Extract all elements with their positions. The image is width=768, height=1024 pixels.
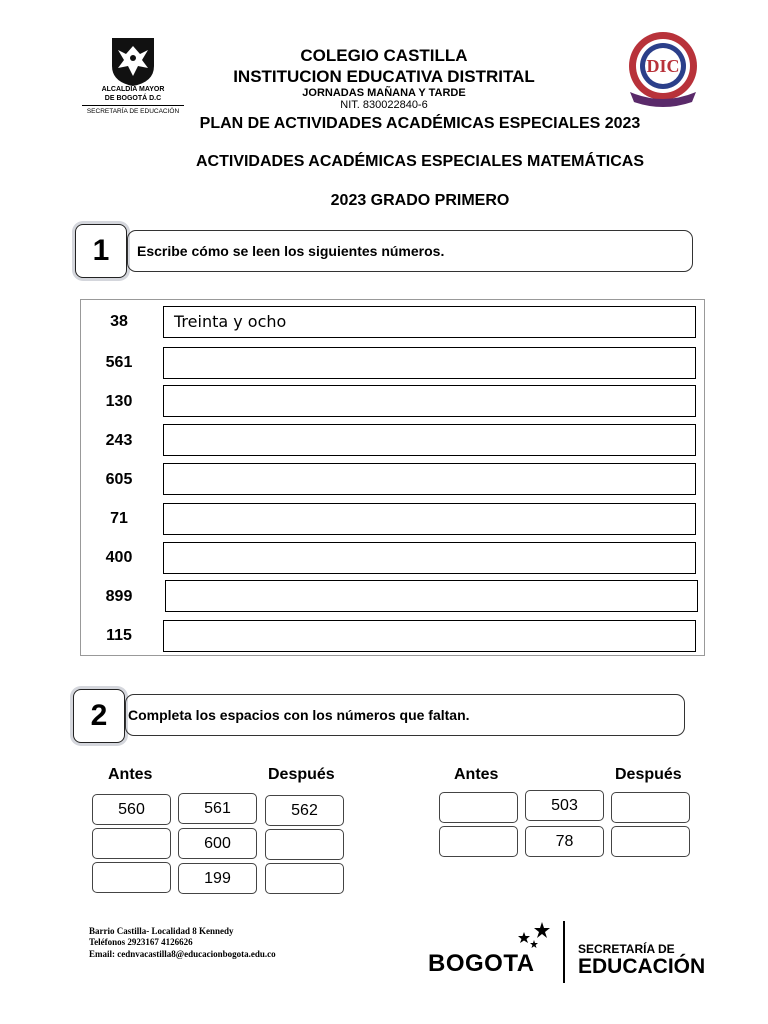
row-number: 115 xyxy=(106,627,132,644)
section-1-number: 1 xyxy=(75,224,127,278)
secretaria-line-1: SECRETARÍA DE xyxy=(578,942,675,956)
row-number: 400 xyxy=(105,549,133,566)
grade-title: 2023 GRADO PRIMERO xyxy=(330,192,510,209)
logo-divider xyxy=(563,921,565,983)
after-label: Después xyxy=(615,766,682,783)
footer-email: Email: cednvacastilla8@educacionbogota.edu.co xyxy=(89,949,276,959)
number-cell[interactable] xyxy=(265,863,344,894)
number-cell[interactable]: 561 xyxy=(178,793,257,824)
bogota-logo xyxy=(428,920,558,980)
answer-field[interactable] xyxy=(163,620,696,652)
number-cell[interactable] xyxy=(92,828,171,859)
row-number: 130 xyxy=(105,393,133,410)
number-cell[interactable]: 199 xyxy=(178,863,257,894)
left-logo-text-1: ALCALDÍA MAYOR xyxy=(101,86,165,93)
institution-name: INSTITUCION EDUCATIVA DISTRITAL xyxy=(233,67,535,86)
section-2-number: 2 xyxy=(73,689,125,743)
number-cell[interactable] xyxy=(611,792,690,823)
section-1-instruction xyxy=(127,230,693,272)
number-cell[interactable] xyxy=(439,792,518,823)
number-cell[interactable] xyxy=(92,862,171,893)
row-number: 71 xyxy=(110,510,128,527)
row-number: 561 xyxy=(105,354,133,371)
left-logo-text-3: SECRETARÍA DE EDUCACIÓN xyxy=(86,108,180,115)
answer-field[interactable] xyxy=(163,503,696,535)
before-label: Antes xyxy=(108,766,153,783)
number-cell[interactable] xyxy=(611,826,690,857)
answer-field[interactable] xyxy=(163,347,696,379)
number-cell[interactable]: 560 xyxy=(92,794,171,825)
number-cell[interactable]: 600 xyxy=(178,828,257,859)
row-number: 899 xyxy=(105,588,133,605)
section-2-instruction-text: Completa los espacios con los números que faltan. xyxy=(128,707,470,723)
answer-field[interactable]: Treinta y ocho xyxy=(163,306,696,338)
bogota-wordmark: BOGOTA xyxy=(428,950,535,977)
answer-field[interactable] xyxy=(163,542,696,574)
row-number: 38 xyxy=(110,313,128,330)
activities-title: ACTIVIDADES ACADÉMICAS ESPECIALES MATEMÁTICAS xyxy=(195,153,645,170)
number-cell[interactable] xyxy=(439,826,518,857)
nit-label: NIT. 830022840-6 xyxy=(340,99,428,111)
svg-text:DIC: DIC xyxy=(646,56,680,76)
footer-address: Barrio Castilla- Localidad 8 Kennedy xyxy=(89,926,234,936)
number-cell[interactable]: 503 xyxy=(525,790,604,821)
section-1-instruction-text: Escribe cómo se leen los siguientes números. xyxy=(137,243,445,259)
footer-phones: Teléfonos 2923167 4126626 xyxy=(89,937,193,947)
row-number: 605 xyxy=(105,471,133,488)
stars-icon xyxy=(512,920,552,950)
shifts-label: JORNADAS MAÑANA Y TARDE xyxy=(302,87,466,99)
number-cell[interactable]: 78 xyxy=(525,826,604,857)
left-logo-text-2: DE BOGOTÁ D.C xyxy=(104,95,162,102)
section-2-instruction xyxy=(125,694,685,736)
plan-title: PLAN DE ACTIVIDADES ACADÉMICAS ESPECIALES 2023 xyxy=(199,115,641,132)
answer-field[interactable] xyxy=(163,385,696,417)
before-label: Antes xyxy=(454,766,499,783)
secretaria-line-2: EDUCACIÓN xyxy=(578,955,706,978)
school-name: COLEGIO CASTILLA xyxy=(300,46,468,65)
answer-field[interactable] xyxy=(165,580,698,612)
number-cell[interactable]: 562 xyxy=(265,795,344,826)
number-cell[interactable] xyxy=(265,829,344,860)
answer-field[interactable] xyxy=(163,463,696,495)
answer-field[interactable] xyxy=(163,424,696,456)
after-label: Después xyxy=(268,766,335,783)
row-number: 243 xyxy=(105,432,133,449)
